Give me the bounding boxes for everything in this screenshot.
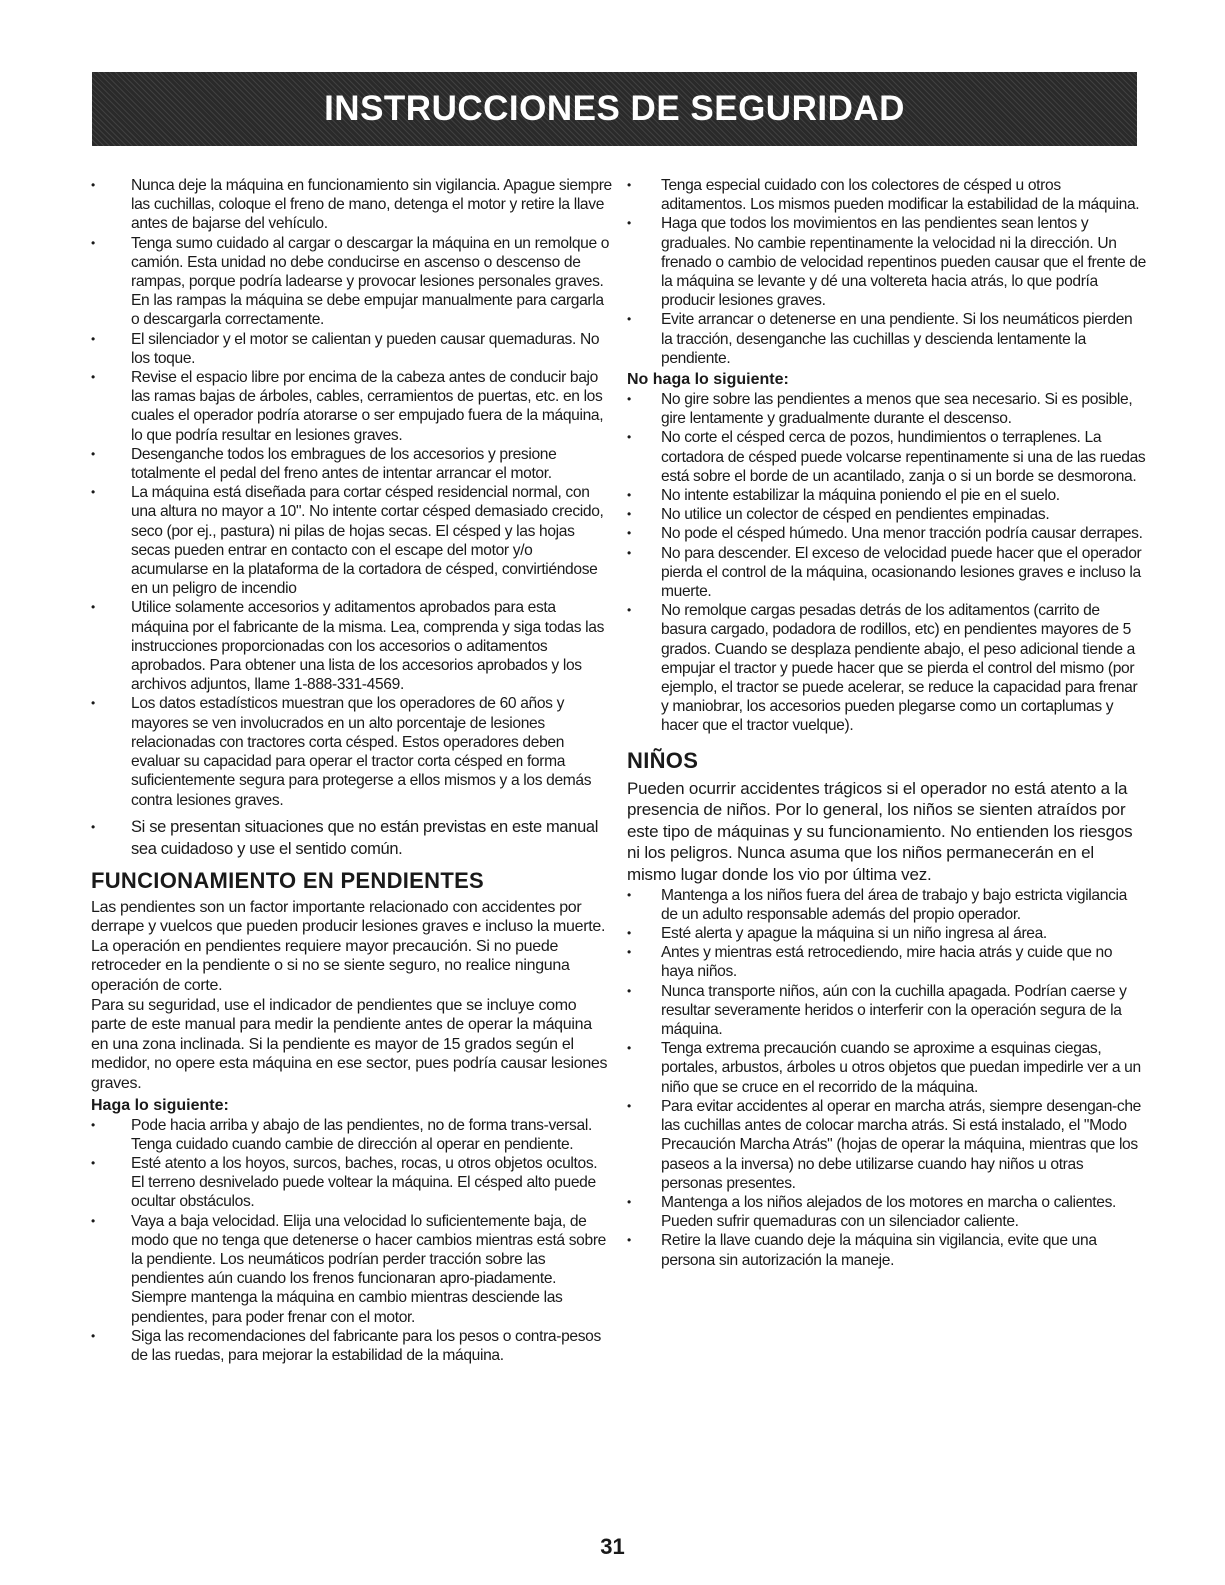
list-item: • No intente estabilizar la máquina poniendo el pie en el suelo. xyxy=(627,486,1147,505)
list-item: • Mantenga a los niños alejados de los motores en marcha o calientes. Pueden sufrir quemaduras con un silenciador caliente. xyxy=(627,1193,1147,1231)
list-item: • La máquina está diseñada para cortar césped residencial normal, con una altura no mayor a 10". No intente cortar césped demasiado crecido, seco (por ej., pastura) ni pilas de hojas secas. El césped y las hojas secas pueden entrar en contacto con el escape del motor y/o acumularse en la plataforma de la cortadora de césped, convirtiéndose en un peligro de incendio xyxy=(91,483,613,598)
right-column xyxy=(627,176,1147,1270)
list-item: • Mantenga a los niños fuera del área de trabajo y bajo estricta vigilancia de un adulto responsable además del propio operador. xyxy=(627,886,1147,924)
list-item: • No para descender. El exceso de velocidad puede hacer que el operador pierda el control de la máquina, ocasionando lesiones graves e incluso la muerte. xyxy=(627,544,1147,602)
children-section-title: NIÑOS xyxy=(627,747,699,773)
do-subheading: Haga lo siguiente: xyxy=(91,1096,229,1114)
dont-list xyxy=(627,390,1147,736)
list-item: • Tenga especial cuidado con los colectores de césped u otros aditamentos. Los mismos pueden modificar la estabilidad de la máquina. xyxy=(627,176,1147,214)
list-item: • No corte el césped cerca de pozos, hundimientos o terraplenes. La cortadora de césped puede volcarse repentinamente si una de las ruedas está sobre el borde de un acantilado, zanja o si un borde se desmorona. xyxy=(627,428,1147,486)
list-item: • Retire la llave cuando deje la máquina sin vigilancia, evite que una persona sin autorización la maneje. xyxy=(627,1231,1147,1269)
children-intro: Pueden ocurrir accidentes trágicos si el operador no está atento a la presencia de niños. Por lo general, los niños se sienten atraídos por este tipo de máquinas y su funcionamiento. No entienden los riesgos ni los peligros. Nunca asuma que los niños permanecerán en el mismo lugar donde los vio por última vez. xyxy=(627,778,1133,885)
list-item: • No gire sobre las pendientes a menos que sea necesario. Si es posible, gire lentamente y gradualmente durante el descenso. xyxy=(627,390,1147,428)
children-list xyxy=(627,886,1147,1270)
slope-caution-list xyxy=(627,176,1147,368)
list-item: • Haga que todos los movimientos en las pendientes sean lentos y graduales. No cambie repentinamente la velocidad ni la dirección. Un frenado o cambio de velocidad repentinos pueden causar que el frente de la máquina se levante y dé una voltereta hacia atrás, lo que podría producir lesiones graves. xyxy=(627,214,1147,310)
do-list xyxy=(91,1116,613,1366)
list-item: • El silenciador y el motor se calientan y pueden causar quemaduras. No los toque. xyxy=(91,330,613,368)
page-title: INSTRUCCIONES DE SEGURIDAD xyxy=(324,89,905,128)
list-item: • Los datos estadísticos muestran que los operadores de 60 años y mayores se ven involucrados en un alto porcentaje de lesiones relacionadas con tractores corta césped. Estos operadores deben evaluar su capacidad para operar el tractor corta césped en forma suficientemente segura para protegerse a ellos mismos y a los demás contra lesiones graves. xyxy=(91,694,613,809)
list-item: • Esté alerta y apague la máquina si un niño ingresa al área. xyxy=(627,924,1147,943)
list-item: • Esté atento a los hoyos, surcos, baches, rocas, u otros objetos ocultos. El terreno desnivelado puede voltear la máquina. El césped alto puede ocultar obstáculos. xyxy=(91,1154,613,1212)
list-item: • Tenga sumo cuidado al cargar o descargar la máquina en un remolque o camión. Esta unidad no debe conducirse en ascenso o descenso de rampas, porque podría ladearse y provocar lesiones personales graves. En las rampas la máquina se debe empujar manualmente para cargarla o descargarla correctamente. xyxy=(91,234,613,330)
list-item: • No pode el césped húmedo. Una menor tracción podría causar derrapes. xyxy=(627,524,1147,543)
left-column xyxy=(91,176,613,1365)
slopes-section-title: FUNCIONAMIENTO EN PENDIENTES xyxy=(91,867,485,893)
list-item: • Revise el espacio libre por encima de la cabeza antes de conducir bajo las ramas bajas de árboles, cables, cerramientos de puertas, etc. en los cuales el operador podría atorarse o ser empujado fuera de la máquina, lo que podría resultar en lesiones graves. xyxy=(91,368,613,445)
list-item: • Evite arrancar o detenerse en una pendiente. Si los neumáticos pierden la tracción, desenganche las cuchillas y descienda lentamente la pendiente. xyxy=(627,310,1147,368)
list-item: • Utilice solamente accesorios y aditamentos aprobados para esta máquina por el fabricante de la misma. Lea, comprenda y siga todas las instrucciones proporcionadas con los accesorios o aditamentos aprobados. Para obtener una lista de los accesorios aprobados y los archivos adjuntos, llame 1-888-331-4569. xyxy=(91,598,613,694)
slopes-paragraph: Para su seguridad, use el indicador de pendientes que se incluye como parte de este manual para medir la pendiente antes de operar la máquina en una zona inclinada. Si la pendiente es mayor de 15 grados según el medidor, no opere esta máquina en ese sector, pues podría causar lesiones graves. xyxy=(91,996,608,1093)
list-item: • Antes y mientras está retrocediendo, mire hacia atrás y cuide que no haya niños. xyxy=(627,943,1147,981)
list-item: • Desenganche todos los embragues de los accesorios y presione totalmente el pedal del freno antes de intentar arrancar el motor. xyxy=(91,445,613,483)
general-safety-list xyxy=(91,176,613,860)
list-item: • Pode hacia arriba y abajo de las pendientes, no de forma trans-versal. Tenga cuidado cuando cambie de dirección al operar en pendiente. xyxy=(91,1116,613,1154)
list-item: • Nunca deje la máquina en funcionamiento sin vigilancia. Apague siempre las cuchillas, coloque el freno de mano, detenga el motor y retire la llave antes de bajarse del vehículo. xyxy=(91,176,613,234)
list-item: • Para evitar accidentes al operar en marcha atrás, siempre desengan-che las cuchillas antes de colocar marcha atrás. Si está instalado, el "Modo Precaución Marcha Atrás" (hojas de operar la máquina, mientras que los paseos a la inversa) no debe utilizarse cuando hay niños u otras personas presentes. xyxy=(627,1097,1147,1193)
page-number: 31 xyxy=(600,1534,625,1559)
list-item: • Nunca transporte niños, aún con la cuchilla apagada. Podrían caerse y resultar severamente heridos o interferir con la operación segura de la máquina. xyxy=(627,982,1147,1040)
slopes-paragraph: Las pendientes son un factor importante relacionado con accidentes por derrape y vuelcos que pueden producir lesiones graves e incluso la muerte. La operación en pendientes requiere mayor precaución. Si no puede retroceder en la pendiente o si no se siente seguro, no realice ninguna operación de corte. xyxy=(91,898,606,995)
dont-subheading: No haga lo siguiente: xyxy=(627,371,789,389)
list-item: • Siga las recomendaciones del fabricante para los pesos o contra-pesos de las ruedas, para mejorar la estabilidad de la máquina. xyxy=(91,1327,613,1365)
list-item: • Vaya a baja velocidad. Elija una velocidad lo suficientemente baja, de modo que no tenga que detenerse o hacer cambios mientras está sobre la pendiente. Los neumáticos podrían perder tracción sobre las pendientes aún cuando los frenos funcionaran apro-piadamente. Siempre mantenga la máquina en cambio mientras desciende las pendientes, para poder frenar con el motor. xyxy=(91,1212,613,1327)
list-item: • No utilice un colector de césped en pendientes empinadas. xyxy=(627,505,1147,524)
list-item: • Si se presentan situaciones que no están previstas en este manual sea cuidadoso y use el sentido común. xyxy=(91,816,613,860)
header-banner xyxy=(92,72,1137,146)
list-item: • No remolque cargas pesadas detrás de los aditamentos (carrito de basura cargado, podadora de rodillos, etc) en pendientes mayores de 5 grados. Cuando se desplaza pendiente abajo, el peso adicional tiende a empujar el tractor y puede hacer que se pierda el control del mismo (por ejemplo, el tractor se puede acelerar, se reduce la capacidad para frenar y maniobrar, los accesorios pueden plegarse como un cortaplumas y hacer que el tractor vuelque). xyxy=(627,601,1147,735)
list-item: • Tenga extrema precaución cuando se aproxime a esquinas ciegas, portales, arbustos, árboles u otros objetos que puedan impedirle ver a un niño que se cruce en el recorrido de la máquina. xyxy=(627,1039,1147,1097)
